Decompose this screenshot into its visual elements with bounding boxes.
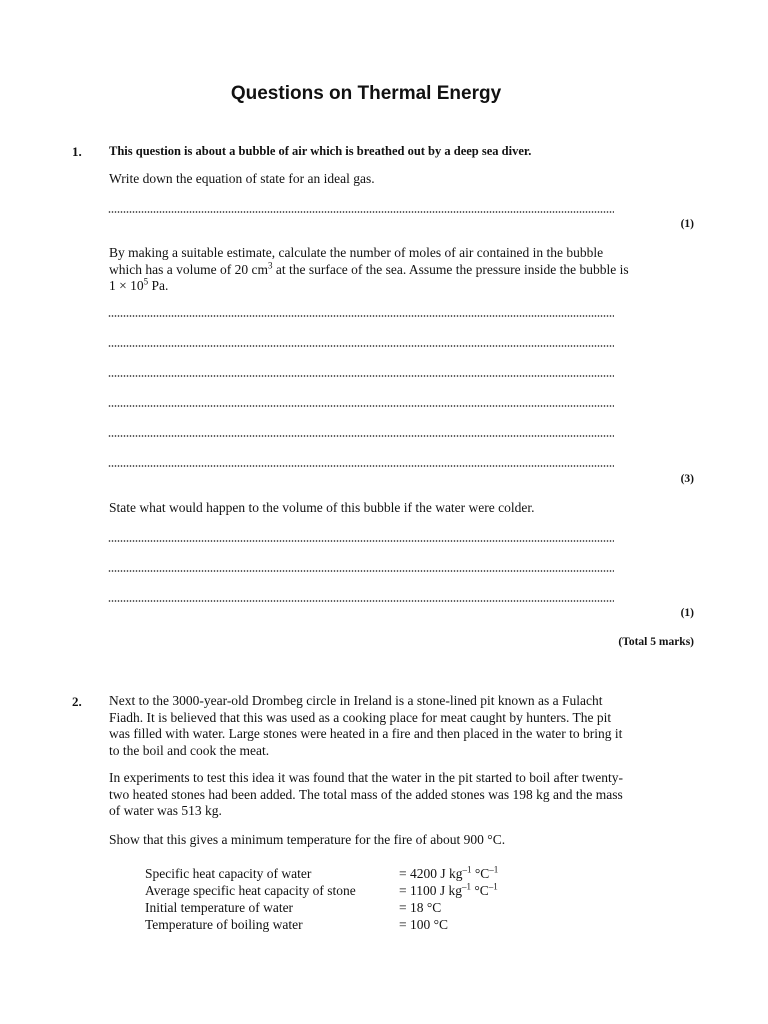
answer-line [108, 465, 614, 467]
line-2-start: which has a volume of 20 cm [109, 261, 268, 277]
question-2-paragraph-1 [109, 693, 699, 759]
value-unit: °C [471, 866, 490, 881]
question-1b-text [109, 245, 689, 295]
unit-exponent: –1 [488, 881, 498, 892]
answer-line [108, 405, 614, 407]
question-1b-marks: (3) [680, 473, 694, 485]
paragraph-line: of water was 513 kg. [109, 803, 222, 818]
question-2-instruction: Show that this gives a minimum temperature for the fire of about 900 °C. [109, 832, 506, 847]
answer-line [108, 435, 614, 437]
answer-line [108, 345, 614, 347]
question-1b-line-1: By making a suitable estimate, calculate the number of moles of air contained in the bubble [109, 245, 604, 260]
value-main: = 4200 J kg [399, 866, 463, 881]
answer-line [108, 570, 614, 572]
data-value: = 18 °C [399, 900, 442, 915]
question-1-number: 1. [72, 144, 82, 159]
data-row [145, 899, 498, 916]
paragraph-line: two heated stones had been added. The total mass of the added stones was 198 kg and the mass [109, 786, 623, 802]
line-3-start: 1 × 10 [109, 278, 144, 293]
line-3-end: Pa. [148, 278, 169, 293]
data-value [399, 865, 498, 882]
data-label: Average specific heat capacity of stone [145, 883, 356, 898]
answer-line [108, 600, 614, 602]
paragraph-line: Fiadh. It is believed that this was used as a cooking place for meat caught by hunters. The pit [109, 709, 612, 725]
unit-exponent: –1 [462, 864, 472, 875]
question-1-intro: This question is about a bubble of air which is breathed out by a deep sea diver. [109, 144, 532, 158]
paragraph-line: Next to the 3000-year-old Drombeg circle in Ireland is a stone-lined pit known as a Fulacht [109, 693, 603, 708]
data-value [399, 882, 498, 899]
data-row [145, 916, 498, 933]
data-row [145, 882, 498, 899]
data-label: Temperature of boiling water [145, 917, 303, 932]
pressure-exponent: 5 [143, 276, 149, 287]
question-1c-text: State what would happen to the volume of this bubble if the water were colder. [109, 500, 535, 515]
answer-line [108, 211, 614, 213]
answer-line [108, 375, 614, 377]
question-1a-text: Write down the equation of state for an ideal gas. [109, 171, 375, 186]
paragraph-line: In experiments to test this idea it was found that the water in the pit started to boil after twenty- [109, 770, 623, 785]
question-2-paragraph-2 [109, 770, 699, 820]
question-1-total-marks: (Total 5 marks) [618, 636, 694, 648]
line-2-end: at the surface of the sea. Assume the pressure inside the bubble is [272, 261, 629, 277]
data-label: Initial temperature of water [145, 900, 294, 915]
answer-line [108, 540, 614, 542]
data-value: = 100 °C [399, 917, 449, 932]
question-1c-marks: (1) [680, 607, 694, 619]
answer-line [108, 315, 614, 317]
question-1b-line-2 [109, 262, 689, 279]
paragraph-line: to the boil and cook the meat. [109, 742, 270, 758]
unit-exponent: –1 [489, 864, 499, 875]
value-main: = 1100 J kg [399, 883, 462, 898]
unit-exponent: –1 [462, 881, 471, 892]
data-row [145, 865, 498, 882]
paragraph-line: was filled with water. Large stones were heated in a fire and then placed in the water to bring it [109, 726, 623, 741]
data-table [145, 865, 498, 933]
data-label: Specific heat capacity of water [145, 866, 312, 881]
cm-exponent: 3 [267, 260, 273, 270]
question-2-number: 2. [72, 694, 82, 709]
question-1a-marks: (1) [680, 218, 694, 230]
value-unit: °C [471, 883, 489, 898]
question-1b-line-3 [109, 278, 689, 295]
page-title: Questions on Thermal Energy [230, 83, 502, 104]
